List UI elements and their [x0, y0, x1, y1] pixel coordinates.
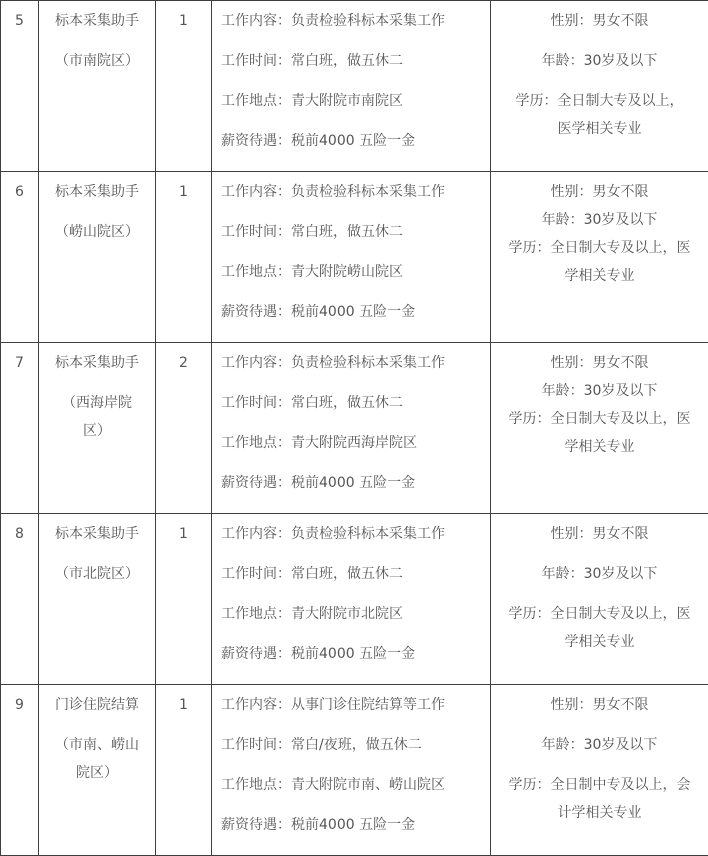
position-cell — [39, 685, 156, 856]
job-location: 工作地点：青大附院市北院区 — [221, 604, 490, 644]
position-cell — [39, 514, 156, 685]
job-location: 工作地点：青大附院崂山院区 — [221, 262, 490, 302]
req-age: 年龄：30岁及以下 — [491, 210, 708, 230]
position-title: 标本采集助手 — [39, 11, 155, 31]
req-gender: 性别：男女不限 — [491, 524, 708, 544]
position-cell — [39, 172, 156, 343]
job-salary: 薪资待遇：税前4000 五险一金 — [221, 473, 490, 513]
job-content: 工作内容：负责检验科标本采集工作 — [221, 353, 490, 393]
req-education: 学历：全日制大专及以上，医 — [491, 409, 708, 429]
req-education: 学历：全日制中专及以上，会 — [491, 775, 708, 795]
job-time: 工作时间：常白/夜班，做五休二 — [221, 735, 490, 775]
job-content: 工作内容：从事门诊住院结算等工作 — [221, 695, 490, 735]
req-education: 学历：全日制大专及以上，医 — [491, 604, 708, 624]
table-row — [1, 1, 708, 172]
row-index: 5 — [1, 1, 39, 172]
req-education: 学历：全日制大专及以上，医 — [491, 238, 708, 258]
campus-label: （市南、崂山 — [39, 735, 155, 755]
table-row — [1, 172, 708, 343]
job-salary: 薪资待遇：税前4000 五险一金 — [221, 302, 490, 342]
requirements — [491, 1, 708, 172]
position-title: 门诊住院结算 — [39, 695, 155, 715]
job-description — [212, 514, 491, 685]
job-description — [212, 343, 491, 514]
req-age: 年龄：30岁及以下 — [491, 51, 708, 71]
row-index: 6 — [1, 172, 39, 343]
campus-label-cont: 区） — [39, 421, 155, 441]
headcount: 1 — [156, 685, 212, 856]
row-index: 7 — [1, 343, 39, 514]
req-education-cont: 学相关专业 — [491, 266, 708, 286]
req-education-cont: 计学相关专业 — [491, 803, 708, 823]
req-education-cont: 学相关专业 — [491, 437, 708, 457]
campus-label: （西海岸院 — [39, 393, 155, 413]
position-title: 标本采集助手 — [39, 182, 155, 202]
job-content: 工作内容：负责检验科标本采集工作 — [221, 182, 490, 222]
row-index: 8 — [1, 514, 39, 685]
position-cell — [39, 343, 156, 514]
req-gender: 性别：男女不限 — [491, 695, 708, 715]
job-time: 工作时间：常白班，做五休二 — [221, 564, 490, 604]
job-content: 工作内容：负责检验科标本采集工作 — [221, 11, 490, 51]
req-gender: 性别：男女不限 — [491, 182, 708, 202]
req-age: 年龄：30岁及以下 — [491, 564, 708, 584]
job-time: 工作时间：常白班，做五休二 — [221, 393, 490, 433]
job-salary: 薪资待遇：税前4000 五险一金 — [221, 815, 490, 855]
req-education-cont: 学相关专业 — [491, 632, 708, 652]
position-cell — [39, 1, 156, 172]
headcount: 1 — [156, 514, 212, 685]
row-index: 9 — [1, 685, 39, 856]
position-title: 标本采集助手 — [39, 524, 155, 544]
headcount: 1 — [156, 1, 212, 172]
job-time: 工作时间：常白班，做五休二 — [221, 222, 490, 262]
job-description — [212, 172, 491, 343]
req-gender: 性别：男女不限 — [491, 11, 708, 31]
headcount: 1 — [156, 172, 212, 343]
job-location: 工作地点：青大附院市南、崂山院区 — [221, 775, 490, 815]
table-row — [1, 685, 708, 856]
requirements — [491, 172, 708, 343]
job-location: 工作地点：青大附院西海岸院区 — [221, 433, 490, 473]
position-title: 标本采集助手 — [39, 353, 155, 373]
job-time: 工作时间：常白班，做五休二 — [221, 51, 490, 91]
campus-label: （崂山院区） — [39, 222, 155, 242]
campus-label: （市南院区） — [39, 51, 155, 71]
headcount: 2 — [156, 343, 212, 514]
job-content: 工作内容：负责检验科标本采集工作 — [221, 524, 490, 564]
job-salary: 薪资待遇：税前4000 五险一金 — [221, 131, 490, 171]
campus-label: （市北院区） — [39, 564, 155, 584]
job-location: 工作地点：青大附院市南院区 — [221, 91, 490, 131]
req-age: 年龄：30岁及以下 — [491, 381, 708, 401]
requirements — [491, 343, 708, 514]
req-gender: 性别：男女不限 — [491, 353, 708, 373]
req-age: 年龄：30岁及以下 — [491, 735, 708, 755]
campus-label-cont: 院区） — [39, 763, 155, 783]
table-row — [1, 343, 708, 514]
job-description — [212, 1, 491, 172]
req-education-cont: 医学相关专业 — [491, 119, 708, 139]
table-row — [1, 514, 708, 685]
requirements — [491, 685, 708, 856]
job-description — [212, 685, 491, 856]
req-education: 学历：全日制大专及以上， — [491, 91, 708, 111]
requirements — [491, 514, 708, 685]
job-salary: 薪资待遇：税前4000 五险一金 — [221, 644, 490, 684]
